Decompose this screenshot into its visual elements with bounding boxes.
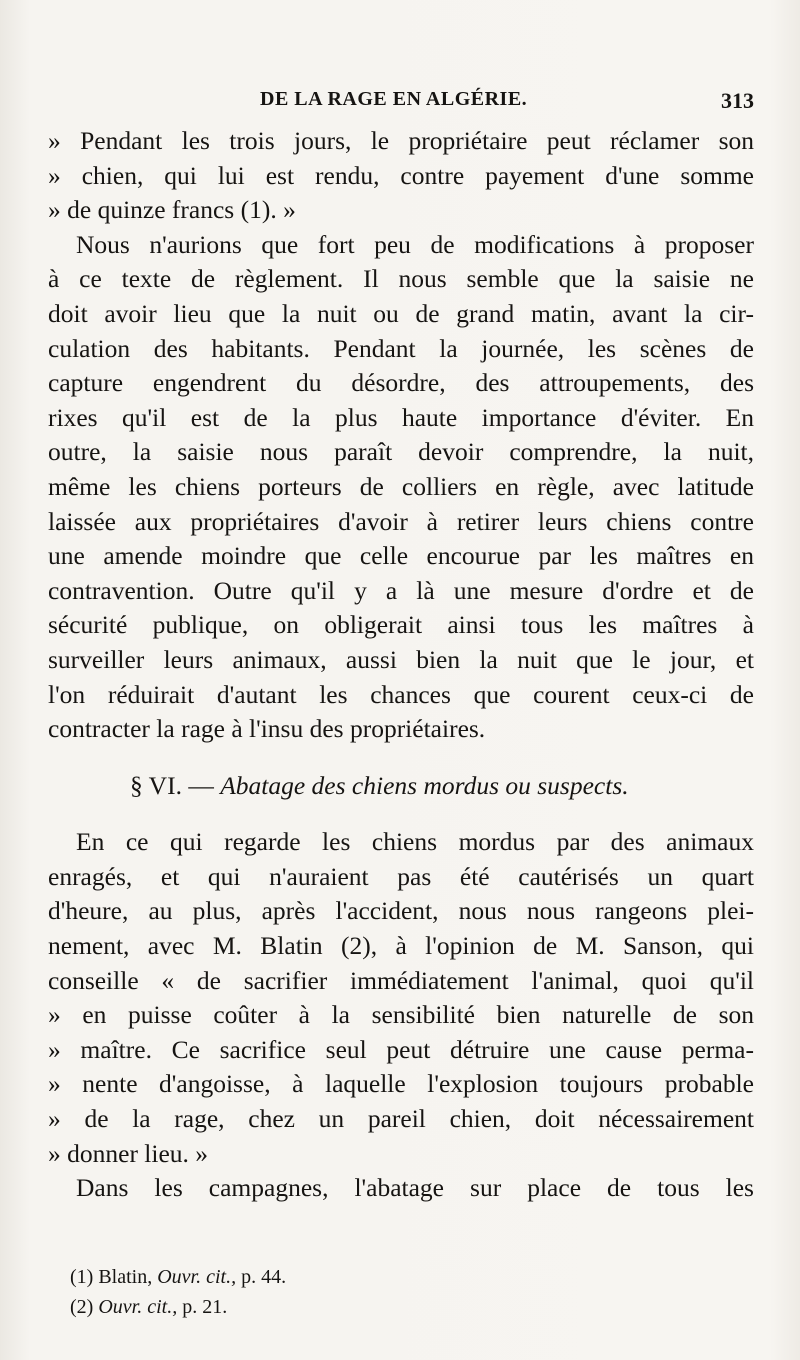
text-line: » chien, qui lui est rendu, contre payement d'une somme bbox=[48, 160, 754, 190]
footnote-author: Blatin, bbox=[98, 1266, 153, 1288]
body-text bbox=[48, 124, 754, 1206]
text-line: même les chiens porteurs de colliers en règle, avec latitude bbox=[48, 471, 754, 501]
text-line: d'heure, au plus, après l'accident, nous nous rangeons plei- bbox=[48, 896, 754, 926]
text-line: En ce qui regarde les chiens mordus par des animaux bbox=[76, 827, 754, 857]
footnote-2 bbox=[70, 1292, 750, 1322]
text-line: conseille « de sacrifier immédiatement l'animal, quoi qu'il bbox=[48, 965, 754, 995]
text-line: capture engendrent du désordre, des attroupements, des bbox=[48, 368, 754, 398]
section-number: § VI. — bbox=[130, 770, 214, 800]
text-line: laissée aux propriétaires d'avoir à retirer leurs chiens contre bbox=[48, 506, 754, 536]
text-line: Nous n'aurions que fort peu de modifications à proposer bbox=[76, 229, 754, 259]
text-line: contracter la rage à l'insu des propriétaires. bbox=[48, 714, 486, 744]
text-line: l'on réduirait d'autant les chances que courent ceux-ci de bbox=[48, 679, 754, 709]
text-line: rixes qu'il est de la plus haute importance d'éviter. En bbox=[48, 402, 754, 432]
text-line: à ce texte de règlement. Il nous semble que la saisie ne bbox=[48, 264, 754, 294]
running-title: DE LA RAGE EN ALGÉRIE. bbox=[260, 88, 528, 110]
footnote-page: p. 44. bbox=[241, 1266, 287, 1288]
text-line: surveiller leurs animaux, aussi bien la nuit que le jour, et bbox=[48, 644, 754, 674]
text-line: » de quinze francs (1). » bbox=[48, 195, 296, 225]
text-line: contravention. Outre qu'il y a là une mesure d'ordre et de bbox=[48, 575, 754, 605]
text-line: sécurité publique, on obligerait ainsi tous les maîtres à bbox=[48, 610, 754, 640]
text-line: outre, la saisie nous paraît devoir comprendre, la nuit, bbox=[48, 437, 754, 467]
footnote-marker: (2) bbox=[70, 1296, 94, 1318]
page-header bbox=[48, 88, 754, 118]
text-line: » nente d'angoisse, à laquelle l'explosion toujours probable bbox=[48, 1069, 754, 1099]
text-line: » Pendant les trois jours, le propriétaire peut réclamer son bbox=[48, 126, 754, 155]
text-line: doit avoir lieu que la nuit ou de grand matin, avant la cir- bbox=[48, 298, 754, 328]
text-line: » maître. Ce sacrifice seul peut détruire une cause perma- bbox=[48, 1034, 754, 1064]
text-line: nement, avec M. Blatin (2), à l'opinion de M. Sanson, qui bbox=[48, 931, 754, 961]
text-line: » en puisse coûter à la sensibilité bien naturelle de son bbox=[48, 1000, 754, 1030]
text-line: culation des habitants. Pendant la journée, les scènes de bbox=[48, 333, 754, 363]
footnotes bbox=[70, 1262, 750, 1322]
text-line: une amende moindre que celle encourue par les maîtres en bbox=[48, 541, 754, 571]
section-title: Abatage des chiens mordus ou suspects. bbox=[220, 770, 629, 800]
page-number: 313 bbox=[721, 88, 754, 113]
text-line: enragés, et qui n'auraient pas été cautérisés un quart bbox=[48, 861, 754, 891]
text-line: » donner lieu. » bbox=[48, 1138, 209, 1168]
footnote-work: Ouvr. cit., bbox=[98, 1296, 178, 1318]
footnote-work: Ouvr. cit., bbox=[157, 1266, 237, 1288]
text-line: Dans les campagnes, l'abatage sur place de tous les bbox=[76, 1173, 754, 1203]
footnote-1 bbox=[70, 1262, 750, 1292]
text-line: » de la rage, chez un pareil chien, doit nécessairement bbox=[48, 1104, 754, 1134]
section-heading bbox=[48, 769, 754, 804]
footnote-page: p. 21. bbox=[182, 1296, 228, 1318]
footnote-marker: (1) bbox=[70, 1266, 94, 1288]
